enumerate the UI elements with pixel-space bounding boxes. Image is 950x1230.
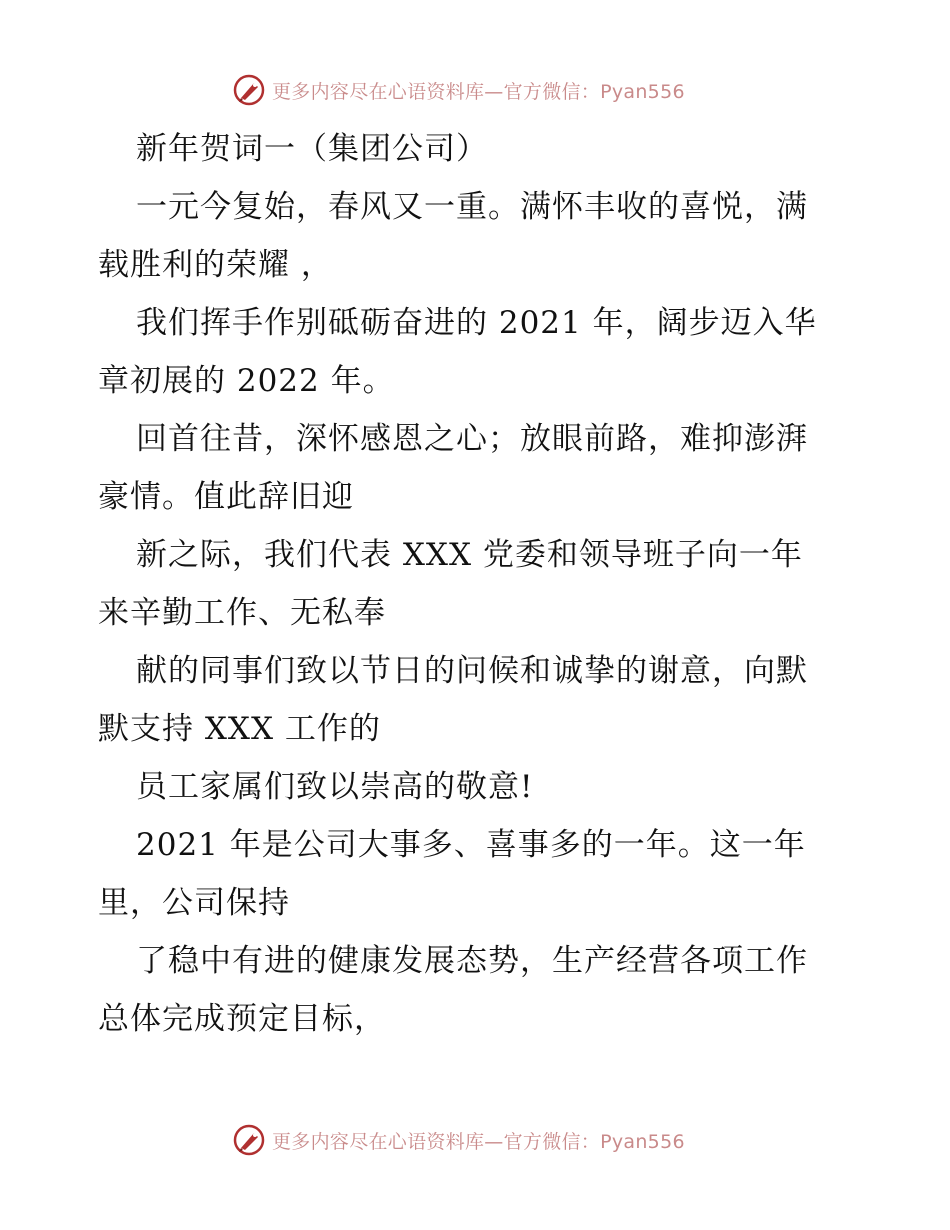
pen-nib-logo-icon bbox=[232, 73, 266, 107]
paragraph-line: 一元今复始，春风又一重。满怀丰收的喜悦，满 bbox=[136, 189, 808, 225]
header-banner bbox=[232, 72, 732, 108]
paragraph-line: 默支持 XXX 工作的 bbox=[98, 711, 381, 747]
paragraph-line: 新之际，我们代表 XXX 党委和领导班子向一年 bbox=[136, 537, 803, 573]
footer-banner-text: 更多内容尽在心语资料库—官方微信：Pyan556 bbox=[272, 1130, 685, 1153]
paragraph-line: 我们挥手作别砥砺奋进的 2021 年，阔步迈入华 bbox=[136, 305, 817, 341]
paragraph-line: 了稳中有进的健康发展态势，生产经营各项工作 bbox=[136, 943, 808, 979]
header-banner-text: 更多内容尽在心语资料库—官方微信：Pyan556 bbox=[272, 80, 685, 103]
paragraph-line: 里，公司保持 bbox=[98, 885, 290, 921]
paragraph-line: 来辛勤工作、无私奉 bbox=[98, 595, 386, 631]
footer-banner bbox=[232, 1122, 732, 1158]
pen-nib-logo-icon bbox=[232, 1123, 266, 1157]
paragraph-line: 总体完成预定目标， bbox=[98, 1001, 386, 1037]
paragraph-line: 载胜利的荣耀 ， bbox=[98, 247, 333, 283]
paragraph-line: 章初展的 2022 年。 bbox=[98, 363, 395, 399]
paragraph-line: 员工家属们致以崇高的敬意! bbox=[136, 769, 534, 805]
paragraph-line: 2021 年是公司大事多、喜事多的一年。这一年 bbox=[136, 827, 806, 863]
document-title: 新年贺词一（集团公司） bbox=[136, 131, 488, 167]
paragraph-line: 回首往昔，深怀感恩之心；放眼前路，难抑澎湃 bbox=[136, 421, 808, 457]
paragraph-line: 献的同事们致以节日的问候和诚挚的谢意，向默 bbox=[136, 653, 808, 689]
paragraph-line: 豪情。值此辞旧迎 bbox=[98, 479, 354, 515]
document-body bbox=[98, 120, 858, 1048]
